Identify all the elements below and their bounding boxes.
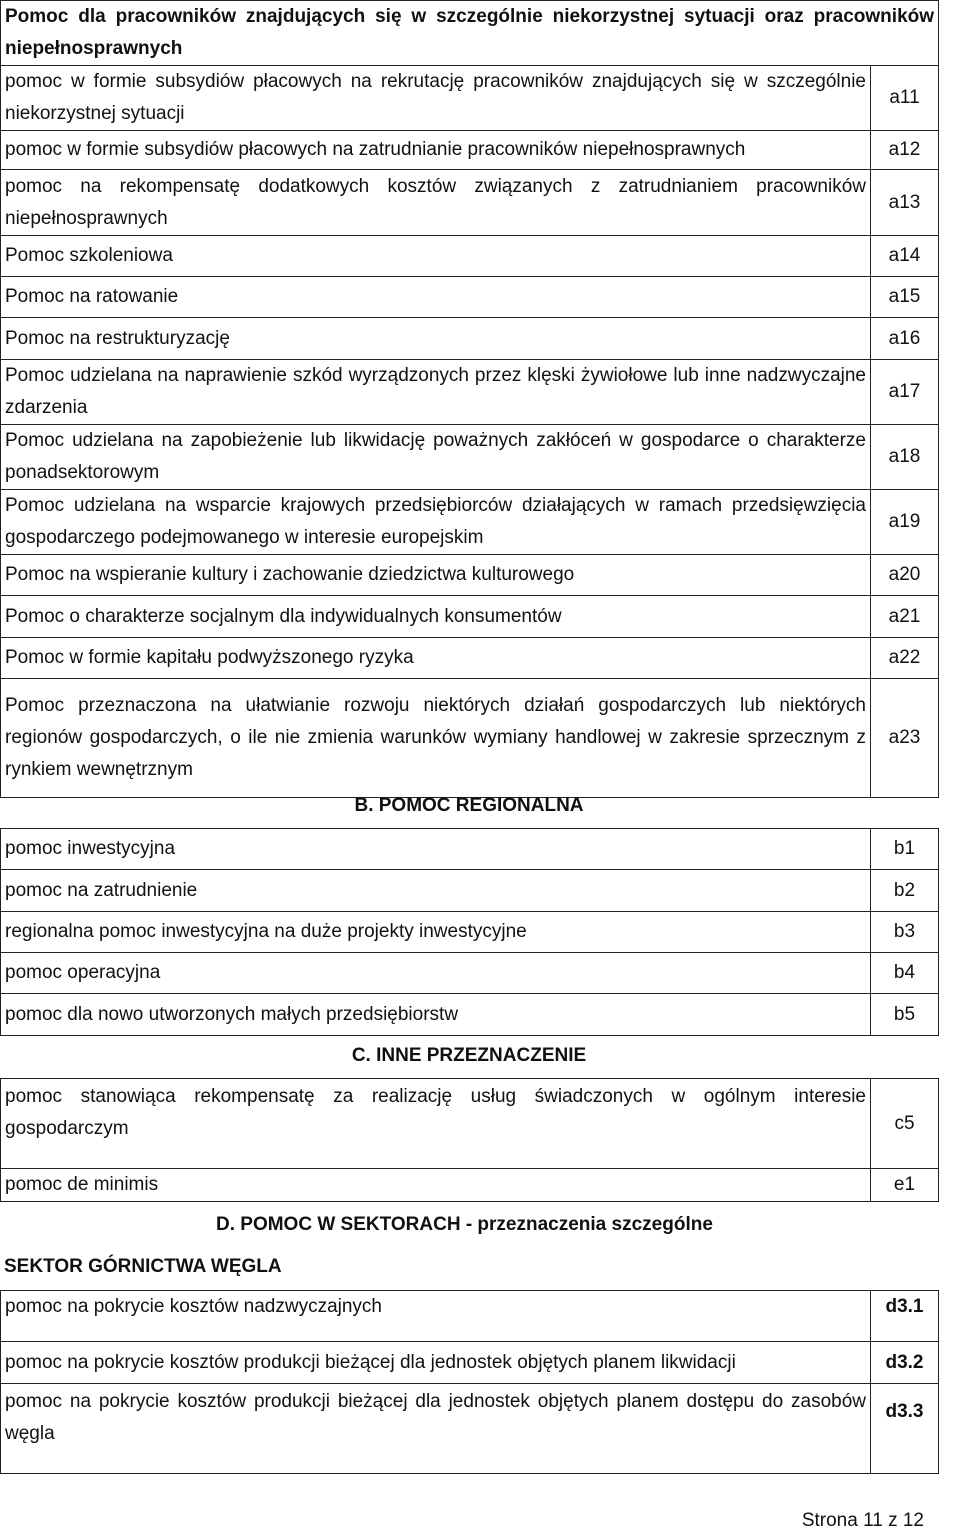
row-desc: pomoc w formie subsydiów płacowych na zatrudnianie pracowników niepełnosprawnych [1,131,871,170]
table-row [1,360,939,425]
table-row [1,829,939,870]
row-desc: Pomoc na wspieranie kultury i zachowanie dziedzictwa kulturowego [1,555,871,596]
row-desc: Pomoc przeznaczona na ułatwianie rozwoju niektórych działań gospodarczych lub niektórych regionów gospodarczych, o ile nie zmienia warunków wymiany handlowej w zakresie sprzecznym z rynkiem wewnętrznym [1,679,871,798]
row-code: a11 [871,66,939,131]
section-d-subheading: SEKTOR GÓRNICTWA WĘGLA [4,1256,282,1277]
row-code: b4 [871,953,939,994]
table-row [1,953,939,994]
table-row [1,912,939,953]
row-desc: regionalna pomoc inwestycyjna na duże projekty inwestycyjne [1,912,871,953]
row-desc: pomoc inwestycyjna [1,829,871,870]
table-row [1,1342,939,1384]
section-c-heading: C. INNE PRZEZNACZENIE [351,1045,587,1066]
table-row [1,1384,939,1474]
row-desc: pomoc na pokrycie kosztów nadzwyczajnych [1,1291,871,1342]
section-d-table [0,1290,939,1474]
table-row [1,1291,939,1342]
table-row [1,425,939,490]
row-code: d3.1 [871,1291,939,1342]
row-code: a19 [871,490,939,555]
section-d-heading: D. POMOC W SEKTORACH - przeznaczenia szczególne [216,1214,713,1235]
row-code: a13 [871,170,939,236]
row-desc: Pomoc udzielana na zapobieżenie lub likwidację poważnych zakłóceń w gospodarce o charakterze ponadsektorowym [1,425,871,490]
table-row [1,1169,939,1202]
row-code: a17 [871,360,939,425]
row-code: d3.2 [871,1342,939,1384]
row-desc: Pomoc szkoleniowa [1,236,871,277]
row-code: c5 [871,1079,939,1169]
row-desc: pomoc na rekompensatę dodatkowych kosztów związanych z zatrudnianiem pracowników niepełnosprawnych [1,170,871,236]
row-code: a20 [871,555,939,596]
row-desc: pomoc na zatrudnienie [1,870,871,912]
section-b-heading: B. POMOC REGIONALNA [354,795,584,816]
section-a-header: Pomoc dla pracowników znajdujących się w szczególnie niekorzystnej sytuacji oraz pracowników niepełnosprawnych [1,1,939,66]
table-row [1,236,939,277]
row-code: a12 [871,131,939,170]
row-desc: Pomoc udzielana na naprawienie szkód wyrządzonych przez klęski żywiołowe lub inne nadzwyczajne zdarzenia [1,360,871,425]
row-code: b3 [871,912,939,953]
row-desc: pomoc operacyjna [1,953,871,994]
table-row [1,679,939,798]
table-row [1,870,939,912]
row-desc: pomoc w formie subsydiów płacowych na rekrutację pracowników znajdujących się w szczególnie niekorzystnej sytuacji [1,66,871,131]
table-row [1,66,939,131]
table-row [1,596,939,638]
table-row [1,490,939,555]
section-b-table [0,828,939,1036]
row-code: a22 [871,638,939,679]
row-code: b5 [871,994,939,1036]
table-row [1,994,939,1036]
row-desc: pomoc na pokrycie kosztów produkcji bieżącej dla jednostek objętych planem dostępu do zasobów węgla [1,1384,871,1474]
row-desc: Pomoc o charakterze socjalnym dla indywidualnych konsumentów [1,596,871,638]
row-desc: pomoc stanowiąca rekompensatę za realizację usług świadczonych w ogólnym interesie gospodarczym [1,1079,871,1169]
table-row [1,170,939,236]
row-desc: pomoc dla nowo utworzonych małych przedsiębiorstw [1,994,871,1036]
row-code: a16 [871,318,939,360]
table-row [1,638,939,679]
row-desc: Pomoc w formie kapitału podwyższonego ryzyka [1,638,871,679]
row-code: a21 [871,596,939,638]
row-code: b2 [871,870,939,912]
row-code: a18 [871,425,939,490]
row-desc: Pomoc na ratowanie [1,277,871,318]
table-row [1,555,939,596]
table-row [1,131,939,170]
row-code: a15 [871,277,939,318]
section-a-header-row [1,1,939,66]
row-code: b1 [871,829,939,870]
section-c-table [0,1078,939,1202]
table-row [1,318,939,360]
row-desc: Pomoc udzielana na wsparcie krajowych przedsiębiorców działających w ramach przedsięwzięcia gospodarczego podejmowanego w interesie europejskim [1,490,871,555]
table-row [1,1079,939,1169]
row-code: a23 [871,679,939,798]
row-code: e1 [871,1169,939,1202]
row-code: d3.3 [871,1384,939,1474]
table-row [1,277,939,318]
row-code: a14 [871,236,939,277]
row-desc: pomoc na pokrycie kosztów produkcji bieżącej dla jednostek objętych planem likwidacji [1,1342,871,1384]
row-desc: Pomoc na restrukturyzację [1,318,871,360]
page-number: Strona 11 z 12 [801,1510,924,1531]
row-desc: pomoc de minimis [1,1169,871,1202]
